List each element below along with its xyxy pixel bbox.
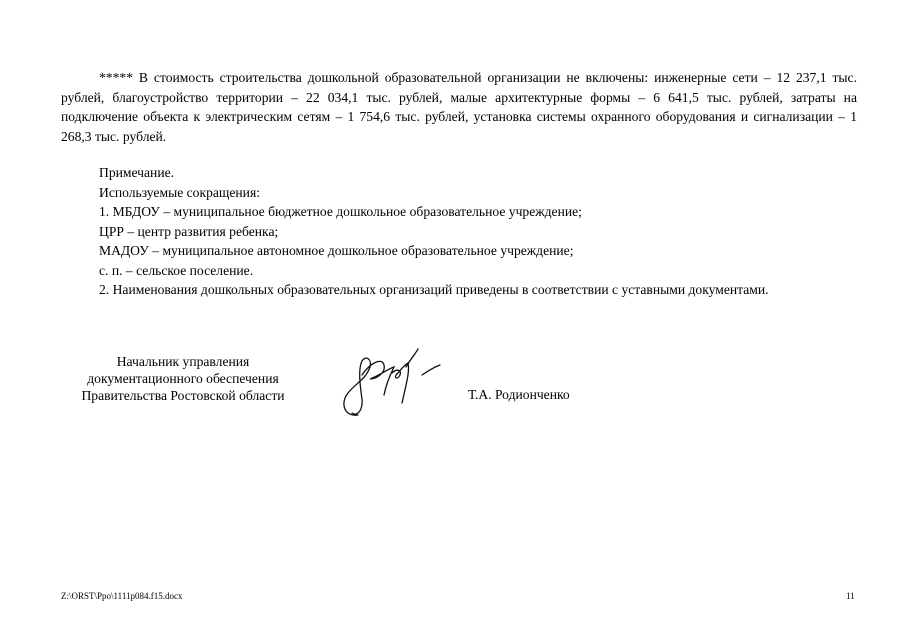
signatory-name: Т.А. Родионченко — [468, 387, 570, 402]
position-line: Правительства Ростовской области — [81, 388, 285, 403]
handwritten-signature — [336, 345, 446, 423]
signatory-position — [58, 353, 308, 404]
abbreviations-heading: Используемые сокращения: — [99, 184, 260, 200]
abbreviation-item: 1. МБДОУ – муниципальное бюджетное дошкольное образовательное учреждение; — [99, 204, 582, 219]
position-line: документационного обеспечения — [87, 371, 279, 386]
notes-heading: Примечание. — [99, 165, 175, 180]
footer-page-number: 11 — [846, 591, 855, 601]
position-line: Начальник управления — [116, 354, 250, 369]
note-item: 2. Наименования дошкольных образовательных организаций приведены в соответствии с уставными документами. — [99, 282, 769, 297]
notes-section — [99, 163, 859, 300]
footnote-paragraph: ***** В стоимость строительства дошкольной образовательной организации не включены: инженерные сети – 12 237,1 тыс. рублей, благоустройство территории – 22 034,1 тыс. рублей, малые архитектурные формы – 6 641,5 тыс. рублей, затраты на подключение объекта к электрическим сетям – 1 754,6 тыс. рублей, установка системы охранного оборудования и сигнализации – 1 268,3 тыс. рублей. — [61, 70, 857, 144]
abbreviation-item: ЦРР – центр развития ребенка; — [99, 223, 279, 239]
abbreviation-item: с. п. – сельское поселение. — [99, 262, 254, 278]
abbreviation-item: МАДОУ – муниципальное автономное дошкольное образовательное учреждение; — [99, 243, 574, 258]
footer-file-path: Z:\ORST\Ppo\1111p084.f15.docx — [61, 591, 183, 601]
